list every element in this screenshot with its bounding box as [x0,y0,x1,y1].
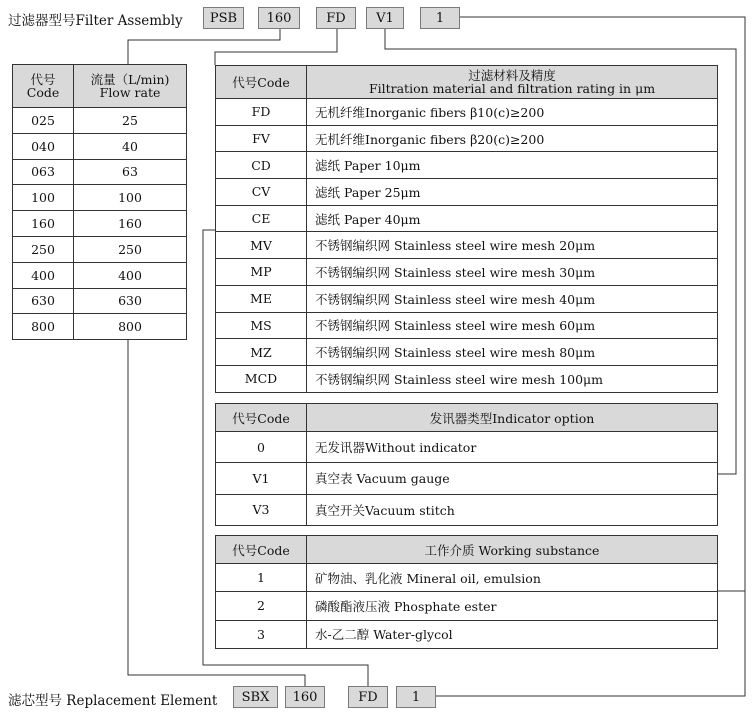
filtration-header-desc-cn: 过滤材料及精度 [468,68,556,83]
code-cell: FV [216,125,307,152]
code-cell: MP [216,259,307,286]
code-cell: V1 [216,463,307,494]
description-cell: 滤纸 Paper 25μm [307,179,718,206]
substance-table-row [216,564,718,592]
flow-rate-cell: 100 [74,185,187,211]
description-cell: 无机纤维Inorganic fibers β20(c)≥200 [307,125,718,152]
code-cell: CE [216,205,307,232]
indicator-header-code: 代号Code [216,404,307,432]
substance-table-row [216,592,718,620]
description-cell: 无发讯器Without indicator [307,432,718,463]
code-cell: 3 [216,620,307,648]
flow-table-header [13,65,187,108]
flow-header-code-cn: 代号 [30,72,56,87]
code-cell: 040 [13,133,74,159]
description-cell: 矿物油、乳化液 Mineral oil, emulsion [307,564,718,592]
flow-table-row [13,108,187,134]
indicator-table-row [216,494,718,525]
code-cell: MS [216,312,307,339]
filtration-table-row [216,152,718,179]
flow-rate-table [12,64,187,340]
filtration-table-row [216,179,718,206]
assembly-code-filtration: FD [316,7,356,29]
flow-rate-cell: 160 [74,211,187,237]
flow-rate-cell: 25 [74,108,187,134]
code-cell: 025 [13,108,74,134]
flow-rate-cell: 63 [74,159,187,185]
filtration-table-row [216,259,718,286]
flow-rate-cell: 40 [74,133,187,159]
description-cell: 不锈钢编织网 Stainless steel wire mesh 60μm [307,312,718,339]
filtration-header-desc [307,66,718,99]
indicator-table-header [216,404,718,432]
element-code-substance: 1 [396,686,436,708]
code-cell: FD [216,99,307,126]
flow-header-rate-en: Flow rate [99,85,161,100]
filtration-table [215,65,718,393]
flow-header-rate [74,65,187,108]
substance-table-row [216,620,718,648]
code-cell: 400 [13,262,74,288]
code-cell: MCD [216,365,307,392]
description-cell: 真空开关Vacuum stitch [307,494,718,525]
filtration-table-row [216,232,718,259]
assembly-code-indicator: V1 [366,7,404,29]
description-cell: 滤纸 Paper 40μm [307,205,718,232]
description-cell: 不锈钢编织网 Stainless steel wire mesh 40μm [307,285,718,312]
element-code-filtration: FD [348,686,388,708]
assembly-code-flow: 160 [258,7,300,29]
code-cell: 630 [13,288,74,314]
code-cell: 800 [13,314,74,340]
flow-rate-cell: 800 [74,314,187,340]
flow-table-row [13,262,187,288]
description-cell: 不锈钢编织网 Stainless steel wire mesh 30μm [307,259,718,286]
flow-table-row [13,211,187,237]
flow-table-row [13,159,187,185]
working-substance-table [215,535,718,649]
flow-header-code [13,65,74,108]
flow-header-code-en: Code [26,85,60,100]
indicator-table-row [216,463,718,494]
flow-table-row [13,133,187,159]
code-cell: 100 [13,185,74,211]
code-cell: CD [216,152,307,179]
element-code-flow: 160 [285,686,325,708]
substance-table-header [216,536,718,564]
code-cell: 2 [216,592,307,620]
code-cell: CV [216,179,307,206]
code-cell: ME [216,285,307,312]
description-cell: 不锈钢编织网 Stainless steel wire mesh 80μm [307,339,718,366]
element-label: 滤芯型号 Replacement Element [8,693,218,709]
flow-table-row [13,185,187,211]
flow-rate-cell: 630 [74,288,187,314]
code-cell: V3 [216,494,307,525]
filtration-header-desc-en: Filtration material and filtration rating in μm [368,81,656,96]
assembly-code-series: PSB [203,7,244,29]
filtration-table-row [216,312,718,339]
code-cell: MZ [216,339,307,366]
description-cell: 水-乙二醇 Water-glycol [307,620,718,648]
filtration-header-code: 代号Code [216,66,307,99]
description-cell: 真空表 Vacuum gauge [307,463,718,494]
code-cell: 0 [216,432,307,463]
filtration-table-header [216,66,718,99]
description-cell: 无机纤维Inorganic fibers β10(c)≥200 [307,99,718,126]
filtration-table-row [216,339,718,366]
assembly-label: 过滤器型号Filter Assembly [8,13,183,29]
substance-header-desc: 工作介质 Working substance [307,536,718,564]
description-cell: 滤纸 Paper 10μm [307,152,718,179]
code-cell: 250 [13,236,74,262]
description-cell: 磷酸酯液压液 Phosphate ester [307,592,718,620]
filtration-table-row [216,205,718,232]
description-cell: 不锈钢编织网 Stainless steel wire mesh 20μm [307,232,718,259]
flow-table-row [13,236,187,262]
substance-header-code: 代号Code [216,536,307,564]
code-cell: 160 [13,211,74,237]
filtration-table-row [216,99,718,126]
filtration-table-row [216,365,718,392]
code-cell: 1 [216,564,307,592]
flow-table-row [13,314,187,340]
assembly-code-substance: 1 [420,7,460,29]
filtration-table-row [216,285,718,312]
flow-rate-cell: 250 [74,236,187,262]
code-cell: 063 [13,159,74,185]
filtration-table-row [216,125,718,152]
flow-table-row [13,288,187,314]
indicator-table-row [216,432,718,463]
element-code-series: SBX [233,686,278,708]
description-cell: 不锈钢编织网 Stainless steel wire mesh 100μm [307,365,718,392]
code-cell: MV [216,232,307,259]
indicator-header-desc: 发讯器类型Indicator option [307,404,718,432]
flow-rate-cell: 400 [74,262,187,288]
indicator-table [215,403,718,526]
flow-header-rate-cn: 流量（L/min) [90,72,170,87]
